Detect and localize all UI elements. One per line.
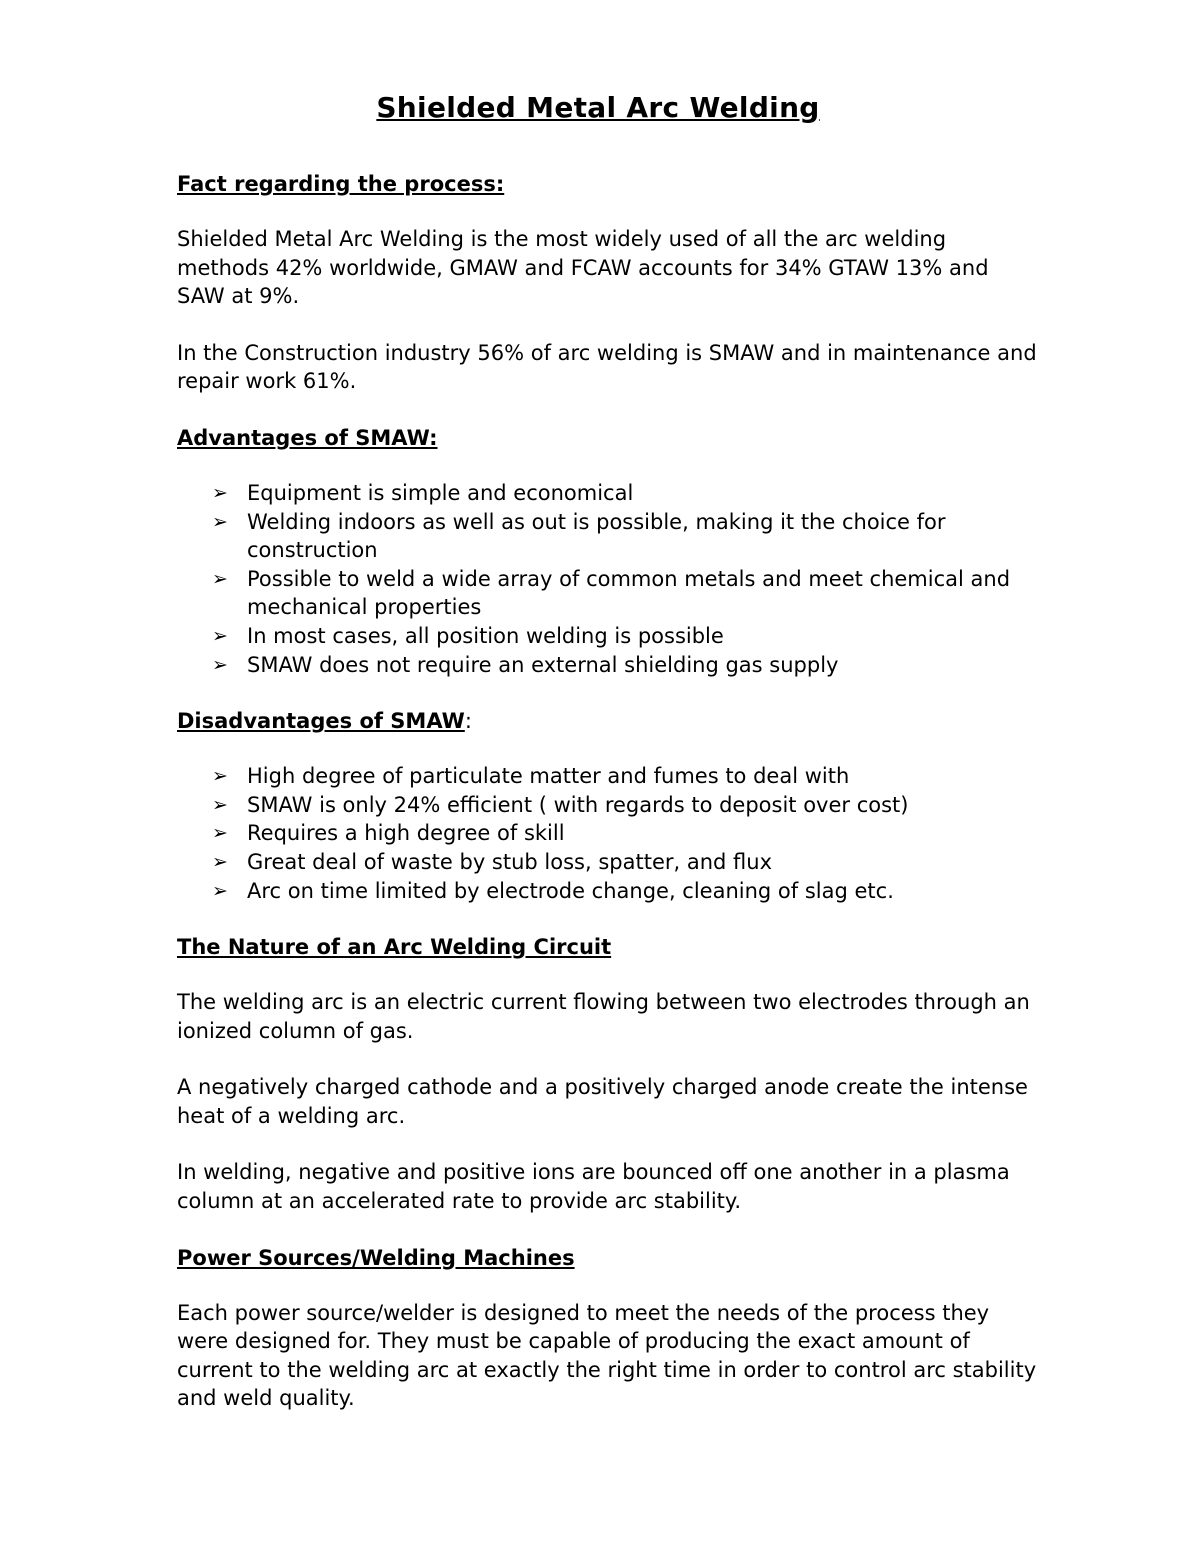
list-item-text: Arc on time limited by electrode change, cleaning of slag etc.	[247, 878, 894, 903]
advantages-heading-text: Advantages of SMAW:	[177, 425, 438, 450]
arrow-bullet-icon: ➢	[212, 850, 228, 873]
list-item	[177, 819, 1037, 848]
power-sources-paragraph-1: Each power source/welder is designed to meet the needs of the process they were designed for. They must be capable of producing the exact amount of current to the welding arc at exactly the right time in order to control arc stability and weld quality.	[177, 1300, 1037, 1411]
arc-circuit-paragraph-1: The welding arc is an electric current flowing between two electrodes through an ionized column of gas.	[177, 990, 1030, 1043]
list-item-text: Requires a high degree of skill	[247, 821, 565, 846]
arrow-bullet-icon: ➢	[212, 822, 228, 845]
list-item	[177, 508, 1037, 565]
list-item	[177, 565, 1037, 622]
arc-circuit-paragraph-2: A negatively charged cathode and a positively charged anode create the intense heat of a welding arc.	[177, 1075, 1028, 1128]
document-title: Shielded Metal Arc Welding	[376, 91, 820, 124]
arrow-bullet-icon: ➢	[212, 793, 228, 816]
facts-paragraph-2: In the Construction industry 56% of arc welding is SMAW and in maintenance and repair work 61%.	[177, 340, 1037, 394]
arc-circuit-heading-text: The Nature of an Arc Welding Circuit	[177, 935, 612, 960]
list-item-text: High degree of particulate matter and fumes to deal with	[247, 764, 850, 789]
arrow-bullet-icon: ➢	[212, 765, 228, 788]
arrow-bullet-icon: ➢	[212, 653, 228, 676]
list-item	[177, 848, 1037, 877]
arrow-bullet-icon: ➢	[212, 510, 228, 533]
facts-heading-text: Fact regarding the process:	[177, 172, 505, 196]
list-item	[177, 622, 1037, 651]
list-item-text: Great deal of waste by stub loss, spatter, and flux	[247, 849, 772, 874]
list-item	[177, 877, 1037, 906]
disadvantages-list	[177, 762, 1037, 905]
list-item-text: Equipment is simple and economical	[247, 480, 634, 505]
document-page	[177, 88, 1037, 1441]
disadvantages-heading-text: Disadvantages of SMAW	[177, 709, 465, 734]
arrow-bullet-icon: ➢	[212, 624, 228, 647]
arc-circuit-heading	[177, 933, 1037, 961]
list-item	[177, 479, 1037, 508]
power-sources-heading	[177, 1244, 1037, 1272]
advantages-heading	[177, 424, 1037, 452]
list-item-text: Welding indoors as well as out is possible, making it the choice for construction	[247, 509, 946, 563]
list-item	[177, 651, 1037, 680]
disadvantages-heading	[177, 707, 1037, 735]
list-item	[177, 791, 1037, 820]
arc-circuit-paragraph-3: In welding, negative and positive ions are bounced off one another in a plasma column at an accelerated rate to provide arc stability.	[177, 1160, 1010, 1214]
arrow-bullet-icon: ➢	[212, 567, 228, 590]
list-item-text: In most cases, all position welding is possible	[247, 623, 724, 648]
facts-paragraph-1: Shielded Metal Arc Welding is the most widely used of all the arc welding methods 42% worldwide, GMAW and FCAW accounts for 34% GTAW 13% and SAW at 9%.	[177, 227, 989, 309]
arrow-bullet-icon: ➢	[212, 481, 228, 504]
list-item-text: Possible to weld a wide array of common metals and meet chemical and mechanical properties	[247, 566, 1011, 620]
list-item-text: SMAW does not require an external shielding gas supply	[247, 652, 839, 677]
arrow-bullet-icon: ➢	[212, 879, 228, 902]
disadvantages-heading-colon: :	[464, 709, 472, 734]
advantages-list	[177, 479, 1037, 679]
power-sources-heading-text: Power Sources/Welding Machines	[177, 1245, 575, 1270]
list-item-text: SMAW is only 24% efficient ( with regards to deposit over cost)	[247, 792, 909, 817]
list-item	[177, 762, 1037, 791]
facts-heading	[177, 170, 1037, 198]
